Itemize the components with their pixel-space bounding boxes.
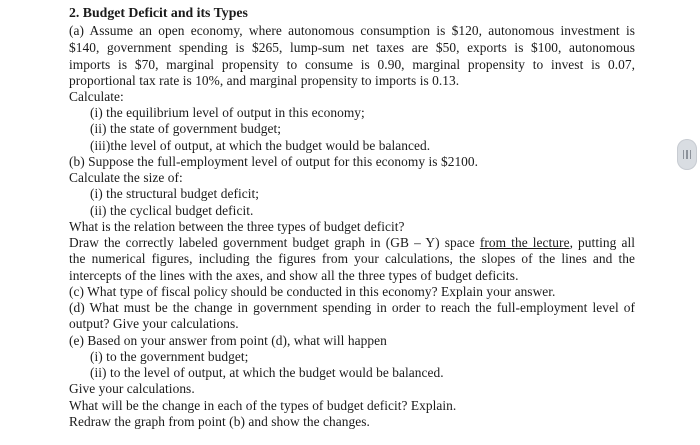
part-a-item-ii: (ii) the state of government budget; <box>90 121 282 136</box>
part-e-line-1: (e) Based on your answer from point (d), what will happen <box>69 332 387 348</box>
part-d-line-1: (d) What must be the change in government spending in order to reach the full-employment level of <box>69 300 635 315</box>
lecture-reference: from the lecture <box>479 235 570 250</box>
part-e-item-ii: (ii) to the level of output, at which the budget would be balanced. <box>90 365 444 380</box>
grip-bar <box>686 150 688 159</box>
part-a-line-4: proportional tax rate is 10%, and marginal propensity to imports is 0.13. <box>69 73 460 88</box>
part-b-question: What is the relation between the three types of budget deficit? <box>69 218 405 234</box>
part-a-line-1: (a) Assume an open economy, where autonomous consumption is $120, autonomous investment is <box>69 23 635 38</box>
part-b-calculate-label: Calculate the size of: <box>69 170 183 185</box>
part-d-line-2: output? Give your calculations. <box>69 316 239 331</box>
part-a-item-iii: (iii)the level of output, at which the budget would be balanced. <box>90 137 431 153</box>
scroll-handle-icon[interactable] <box>677 139 697 170</box>
part-b-draw-line-1 <box>69 235 635 252</box>
part-c-line-1: (c) What type of fiscal policy should be conducted in this economy? Explain your answer. <box>69 283 556 299</box>
part-b-line-1: (b) Suppose the full-employment level of output for this economy is $2100. <box>69 153 479 169</box>
part-e-item-i: (i) to the government budget; <box>90 348 249 364</box>
part-b-draw-line-2: the numerical figures, including the figures from your calculations, the slopes of the lines and the <box>69 251 635 266</box>
part-a-item-i: (i) the equilibrium level of output in this economy; <box>90 105 365 120</box>
part-b-item-ii: (ii) the cyclical budget deficit. <box>90 202 254 218</box>
part-b-draw-line-3: intercepts of the lines with the axes, and show all the three types of budget deficits. <box>69 267 519 283</box>
part-a-line-3: imports is $70, marginal propensity to consume is 0.90, marginal propensity to invest is 0.07, <box>69 56 635 72</box>
grip-bar <box>690 150 692 159</box>
part-e-line-4: Redraw the graph from point (b) and show the changes. <box>69 413 370 429</box>
part-b-item-i: (i) the structural budget deficit; <box>90 186 260 201</box>
draw-text-pre: Draw the correctly labeled government budget graph in (GB – Y) space <box>69 235 480 250</box>
part-a-line-2: $140, government spending is $265, lump-sum net taxes are $50, exports is $100, autonomous <box>69 40 635 55</box>
grip-bar <box>683 150 685 159</box>
section-title: 2. Budget Deficit and its Types <box>69 5 248 20</box>
part-e-line-2: Give your calculations. <box>69 381 195 396</box>
part-e-line-3: What will be the change in each of the types of budget deficit? Explain. <box>69 397 457 413</box>
part-a-calculate-label: Calculate: <box>69 89 124 104</box>
draw-text-post: , putting all <box>569 235 635 250</box>
